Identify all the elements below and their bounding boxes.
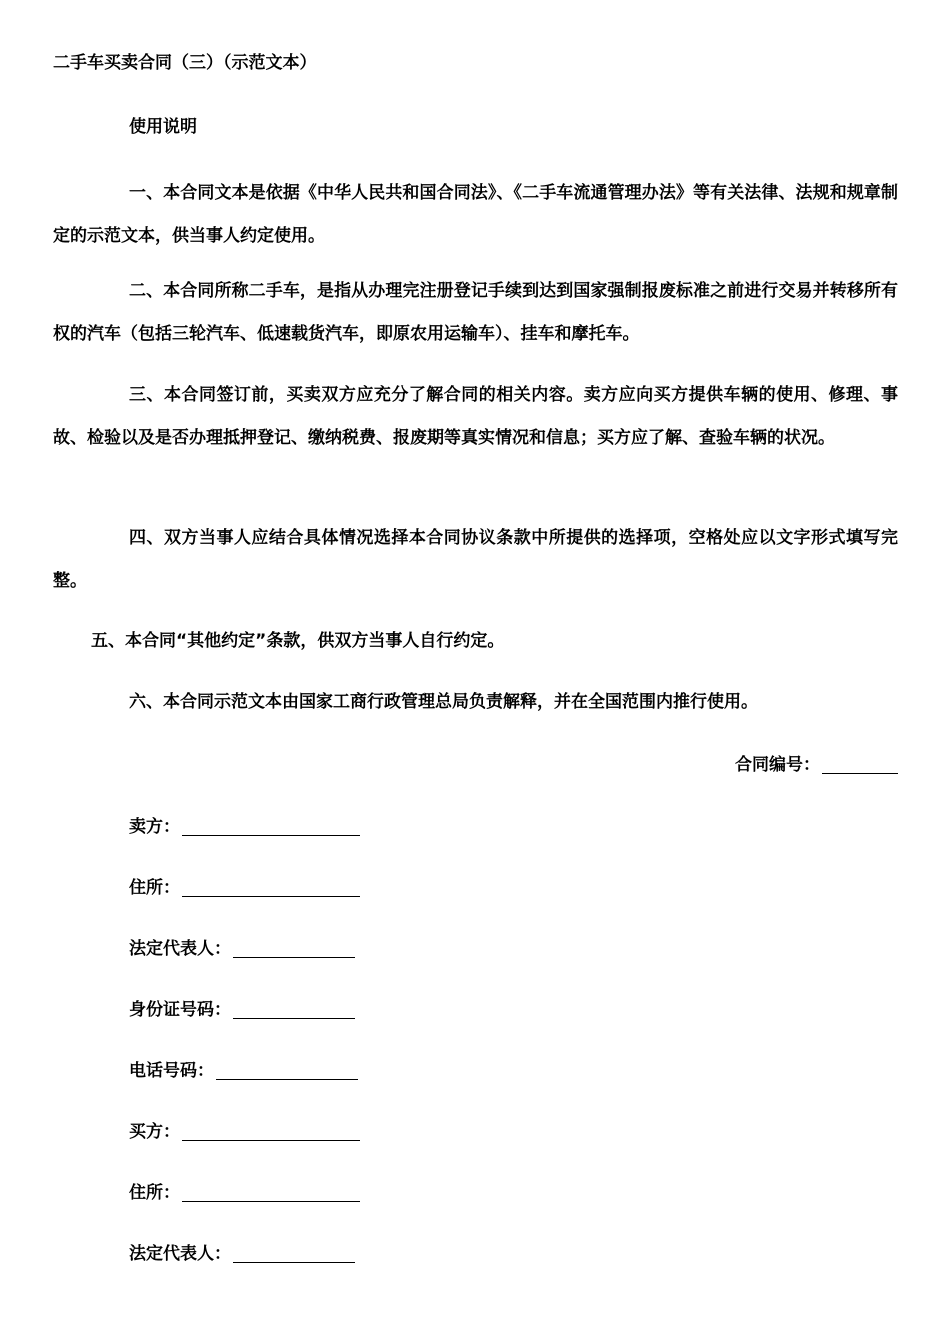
phone-number-field — [129, 1059, 358, 1083]
buyer-address-field — [129, 1181, 360, 1205]
id-number-field — [129, 998, 355, 1022]
seller-legal-representative-blank[interactable] — [233, 939, 355, 958]
seller-address-blank[interactable] — [182, 878, 360, 897]
instruction-paragraph-6: 六、本合同示范文本由国家工商行政管理总局负责解释，并在全国范围内推行使用。 — [129, 692, 758, 712]
buyer-address-blank[interactable] — [182, 1183, 360, 1202]
seller-blank[interactable] — [182, 817, 360, 836]
instruction-paragraph-5: 五、本合同“其他约定”条款，供双方当事人自行约定。 — [91, 631, 505, 651]
phone-number-blank[interactable] — [216, 1061, 358, 1080]
field-label: 住所： — [129, 1183, 180, 1203]
instruction-paragraph-4: 四、双方当事人应结合具体情况选择本合同协议条款中所提供的选择项，空格处应以文字形式填写完整。 — [53, 528, 898, 591]
field-label: 法定代表人： — [129, 1244, 231, 1264]
contract-number-label: 合同编号： — [735, 755, 820, 775]
buyer-field — [129, 1120, 360, 1144]
buyer-blank[interactable] — [182, 1122, 360, 1141]
instruction-paragraph-3: 三、本合同签订前，买卖双方应充分了解合同的相关内容。卖方应向买方提供车辆的使用、修理、事故、检验以及是否办理抵押登记、缴纳税费、报废期等真实情况和信息；买方应了解、查验车辆的状况。 — [53, 385, 898, 448]
field-label: 卖方： — [129, 817, 180, 837]
seller-field — [129, 815, 360, 839]
buyer-legal-representative-field — [129, 1242, 355, 1266]
instruction-paragraph-1: 一、本合同文本是依据《中华人民共和国合同法》、《二手车流通管理办法》等有关法律、法规和规章制定的示范文本，供当事人约定使用。 — [53, 183, 898, 246]
buyer-legal-representative-blank[interactable] — [233, 1244, 355, 1263]
field-label: 身份证号码： — [129, 1000, 231, 1020]
field-label: 住所： — [129, 878, 180, 898]
document-title: 二手车买卖合同（三）（示范文本） — [53, 53, 317, 73]
field-label: 法定代表人： — [129, 939, 231, 959]
contract-number-line — [735, 753, 898, 777]
seller-legal-representative-field — [129, 937, 355, 961]
instruction-paragraph-2: 二、本合同所称二手车，是指从办理完注册登记手续到达到国家强制报废标准之前进行交易并转移所有权的汽车（包括三轮汽车、低速载货汽车，即原农用运输车）、挂车和摩托车。 — [53, 281, 898, 344]
contract-number-blank[interactable] — [822, 755, 898, 774]
usage-instructions-heading: 使用说明 — [129, 117, 197, 137]
field-label: 电话号码： — [129, 1061, 214, 1081]
id-number-blank[interactable] — [233, 1000, 355, 1019]
field-label: 买方： — [129, 1122, 180, 1142]
seller-address-field — [129, 876, 360, 900]
